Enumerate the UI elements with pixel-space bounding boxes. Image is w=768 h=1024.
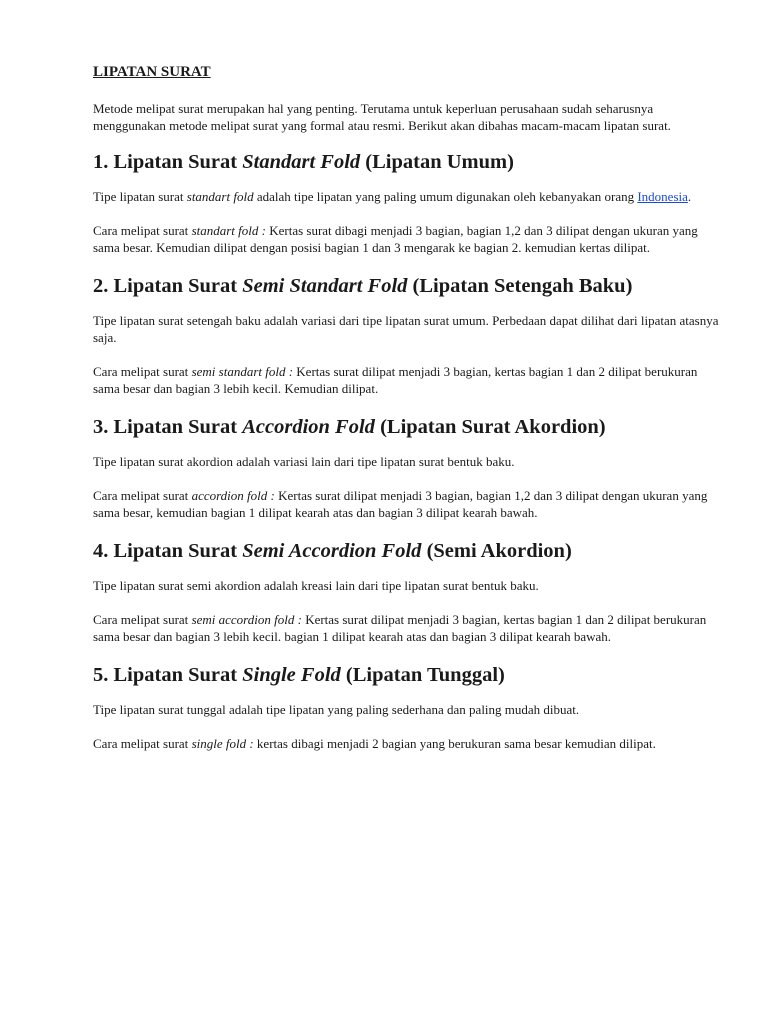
paragraph-emphasis: semi accordion fold : bbox=[191, 612, 302, 627]
section-heading bbox=[93, 148, 725, 176]
document-page bbox=[93, 62, 725, 768]
paragraph-text: Cara melipat surat bbox=[93, 364, 192, 379]
heading-emphasis: Standart Fold bbox=[242, 151, 361, 173]
section-heading bbox=[93, 272, 725, 300]
paragraph-text: adalah tipe lipatan yang paling umum digunakan oleh kebanyakan orang bbox=[253, 189, 638, 204]
section-heading bbox=[93, 413, 725, 441]
section-description bbox=[93, 188, 725, 205]
heading-emphasis: Accordion Fold bbox=[242, 416, 375, 438]
section-accordion-fold bbox=[93, 413, 725, 521]
heading-emphasis: Semi Accordion Fold bbox=[242, 540, 422, 562]
heading-text: 2. Lipatan Surat bbox=[93, 275, 243, 297]
paragraph-emphasis: accordion fold : bbox=[191, 488, 275, 503]
section-description: Tipe lipatan surat setengah baku adalah variasi dari tipe lipatan surat umum. Perbedaan dapat dilihat dari lipatan atasnya saja. bbox=[93, 313, 719, 345]
paragraph-text: . bbox=[687, 189, 692, 204]
paragraph-emphasis: standart fold bbox=[186, 189, 254, 204]
heading-text: (Lipatan Surat Akordion) bbox=[374, 416, 606, 438]
document-title: LIPATAN SURAT bbox=[93, 64, 211, 80]
section-semi-standart-fold bbox=[93, 272, 725, 397]
heading-text: (Semi Akordion) bbox=[421, 540, 572, 562]
section-description: Tipe lipatan surat akordion adalah variasi lain dari tipe lipatan surat bentuk baku. bbox=[93, 454, 515, 469]
indonesia-link[interactable]: Indonesia bbox=[637, 189, 688, 204]
paragraph-text: Cara melipat surat bbox=[93, 612, 192, 627]
heading-emphasis: Single Fold bbox=[242, 664, 341, 686]
paragraph-text: Cara melipat surat bbox=[93, 736, 192, 751]
heading-text: 3. Lipatan Surat bbox=[93, 416, 243, 438]
heading-text: 4. Lipatan Surat bbox=[93, 540, 243, 562]
heading-text: 1. Lipatan Surat bbox=[93, 151, 243, 173]
heading-emphasis: Semi Standart Fold bbox=[242, 275, 408, 297]
paragraph-text: Kertas surat dibagi menjadi 3 bagian, bagian 1,2 dan 3 dilipat dengan ukuran yang sama besar. Kemudian dilipat dengan posisi bagian 1 dan 3 mengarak ke bagian 2. kemudian kertas dilipat. bbox=[93, 223, 698, 255]
section-instructions bbox=[93, 487, 725, 521]
section-description: Tipe lipatan surat tunggal adalah tipe lipatan yang paling sederhana dan paling mudah dibuat. bbox=[93, 702, 580, 717]
paragraph-text: Kertas surat dilipat menjadi 3 bagian, bagian 1,2 dan 3 dilipat dengan ukuran yang sama besar, kemudian bagian 1 dilipat kearah atas dan bagian 3 dilipat kearah bawah. bbox=[93, 488, 708, 520]
paragraph-text: Cara melipat surat bbox=[93, 488, 192, 503]
paragraph-emphasis: single fold : bbox=[191, 736, 254, 751]
section-semi-accordion-fold bbox=[93, 537, 725, 645]
section-single-fold bbox=[93, 661, 725, 752]
paragraph-emphasis: standart fold : bbox=[191, 223, 266, 238]
paragraph-text: Tipe lipatan surat bbox=[93, 189, 187, 204]
section-heading bbox=[93, 661, 725, 689]
section-standart-fold bbox=[93, 148, 725, 256]
section-instructions bbox=[93, 611, 725, 645]
section-instructions bbox=[93, 735, 725, 752]
heading-text: (Lipatan Setengah Baku) bbox=[407, 275, 633, 297]
heading-text: 5. Lipatan Surat bbox=[93, 664, 243, 686]
section-instructions bbox=[93, 222, 725, 256]
paragraph-text: kertas dibagi menjadi 2 bagian yang berukuran sama besar kemudian dilipat. bbox=[253, 736, 656, 751]
paragraph-text: Cara melipat surat bbox=[93, 223, 192, 238]
intro-paragraph: Metode melipat surat merupakan hal yang penting. Terutama untuk keperluan perusahaan sudah seharusnya menggunakan metode melipat surat yang formal atau resmi. Berikut akan dibahas macam-macam lipatan surat. bbox=[93, 101, 671, 133]
section-heading bbox=[93, 537, 725, 565]
paragraph-text: Kertas surat dilipat menjadi 3 bagian, kertas bagian 1 dan 2 dilipat berukuran sama besar dan bagian 3 lebih kecil. bagian 1 dilipat kearah atas dan bagian 3 dilipat kearah bawah. bbox=[93, 612, 707, 644]
heading-text: (Lipatan Umum) bbox=[360, 151, 514, 173]
section-instructions bbox=[93, 363, 725, 397]
paragraph-emphasis: semi standart fold : bbox=[191, 364, 294, 379]
section-description: Tipe lipatan surat semi akordion adalah kreasi lain dari tipe lipatan surat bentuk baku. bbox=[93, 578, 539, 593]
heading-text: (Lipatan Tunggal) bbox=[340, 664, 505, 686]
paragraph-text: Kertas surat dilipat menjadi 3 bagian, kertas bagian 1 dan 2 dilipat berukuran sama besar dan bagian 3 lebih kecil. Kemudian dilipat. bbox=[93, 364, 698, 396]
